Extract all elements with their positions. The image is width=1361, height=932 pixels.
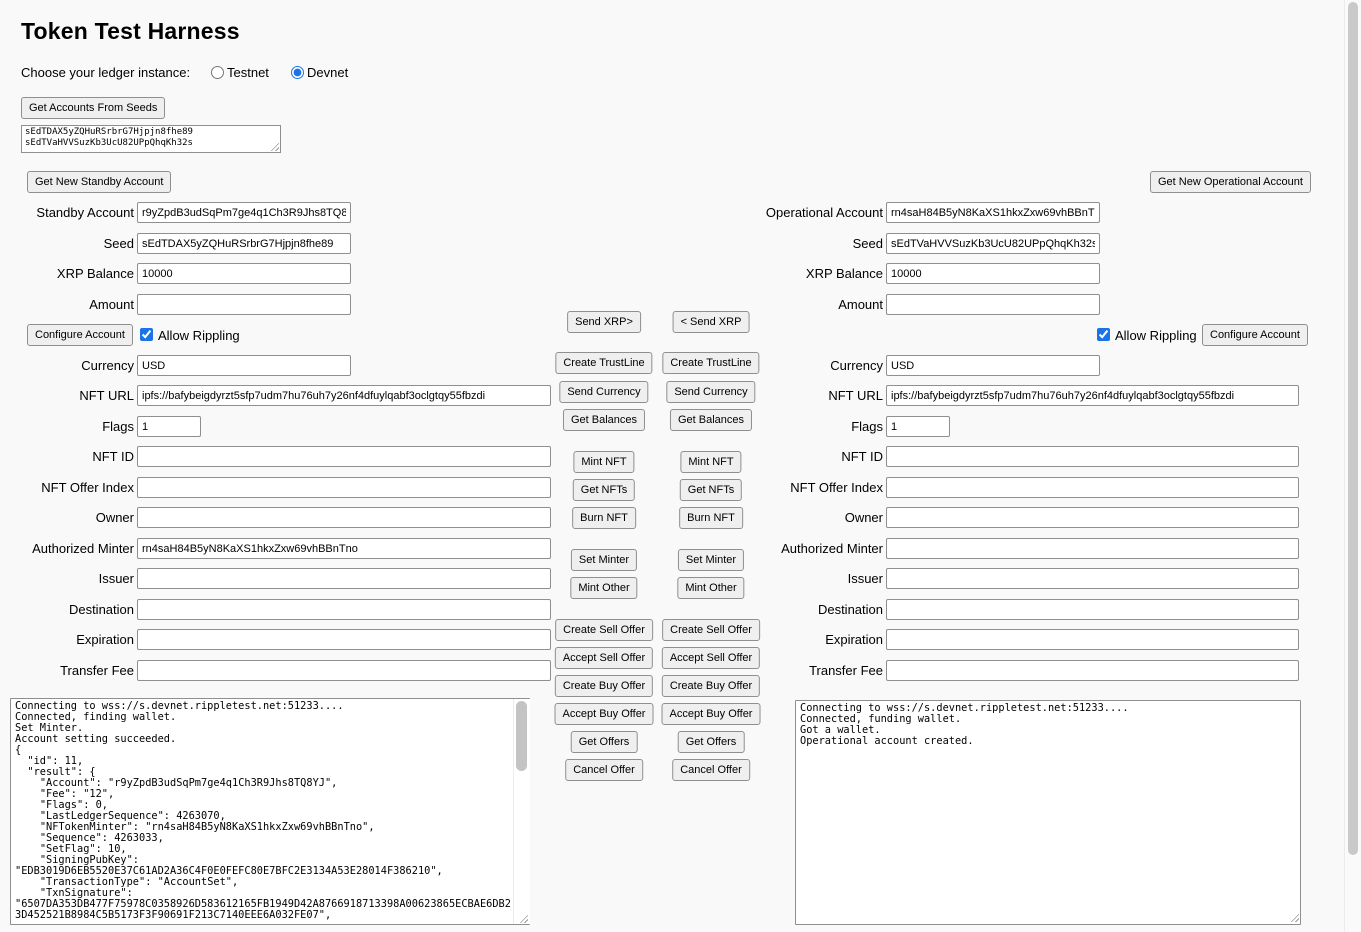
standby-currency-input[interactable] — [137, 355, 351, 376]
operational-allow-rippling-checkbox[interactable] — [1097, 328, 1110, 341]
standby-set-minter-button[interactable]: Set Minter — [571, 549, 637, 571]
standby-cancel-offer-button[interactable]: Cancel Offer — [565, 759, 643, 781]
operational-result-log[interactable] — [795, 700, 1301, 925]
operational-currency-row — [757, 355, 1100, 376]
operational-nft-url-row — [757, 385, 1299, 406]
operational-transfer-fee-input[interactable] — [886, 660, 1299, 681]
standby-currency-label: Currency — [81, 358, 134, 373]
operational-nft-offer-index-label: NFT Offer Index — [790, 480, 883, 495]
devnet-radio-label: Devnet — [307, 65, 349, 80]
operational-allow-rippling-label: Allow Rippling — [1115, 328, 1197, 343]
operational-seed-input[interactable] — [886, 233, 1100, 254]
standby-nft-offer-index-input[interactable] — [137, 477, 551, 498]
standby-nft-id-input[interactable] — [137, 446, 551, 467]
operational-expiration-input[interactable] — [886, 629, 1299, 650]
standby-mint-nft-button[interactable]: Mint NFT — [573, 451, 634, 473]
operational-seed-label: Seed — [852, 236, 883, 251]
get-new-operational-account-button[interactable]: Get New Operational Account — [1150, 171, 1311, 193]
standby-nft-url-input[interactable] — [137, 385, 551, 406]
standby-xrp-balance-row — [0, 263, 351, 284]
standby-nft-id-row — [0, 446, 551, 467]
standby-flags-label: Flags — [102, 419, 134, 434]
standby-standby-account-label: Standby Account — [36, 205, 134, 220]
standby-nft-offer-index-label: NFT Offer Index — [41, 480, 134, 495]
standby-create-trustline-button[interactable]: Create TrustLine — [555, 352, 652, 374]
get-new-standby-account-button[interactable]: Get New Standby Account — [27, 171, 171, 193]
operational-accept-buy-offer-button[interactable]: Accept Buy Offer — [662, 703, 761, 725]
operational-burn-nft-button[interactable]: Burn NFT — [679, 507, 743, 529]
operational-authorized-minter-input[interactable] — [886, 538, 1299, 559]
standby-nft-url-row — [0, 385, 551, 406]
operational-operational-account-label: Operational Account — [765, 205, 883, 220]
standby-expiration-label: Expiration — [76, 632, 134, 647]
ledger-instance-prompt: Choose your ledger instance: — [21, 65, 191, 80]
get-accounts-from-seeds-button[interactable]: Get Accounts From Seeds — [21, 97, 165, 119]
standby-currency-row — [0, 355, 351, 376]
seeds-textarea[interactable] — [21, 125, 281, 153]
standby-log-scrollbar-thumb[interactable] — [516, 701, 527, 771]
standby-nft-offer-index-row — [0, 477, 551, 498]
operational-authorized-minter-label: Authorized Minter — [781, 541, 883, 556]
standby-flags-input[interactable] — [137, 416, 201, 437]
operational-xrp-balance-label: XRP Balance — [805, 266, 883, 281]
standby-owner-row — [0, 507, 551, 528]
standby-standby-account-input[interactable] — [137, 202, 351, 223]
standby-flags-row — [0, 416, 201, 437]
standby-create-buy-offer-button[interactable]: Create Buy Offer — [555, 675, 653, 697]
standby-seed-input[interactable] — [137, 233, 351, 254]
operational-operational-account-input[interactable] — [886, 202, 1100, 223]
standby-allow-rippling-checkbox[interactable] — [140, 328, 153, 341]
standby-destination-row — [0, 599, 551, 620]
operational-mint-nft-button[interactable]: Mint NFT — [680, 451, 741, 473]
page-scrollbar-thumb[interactable] — [1348, 2, 1358, 855]
page-title: Token Test Harness — [21, 18, 240, 44]
operational-amount-input[interactable] — [886, 294, 1100, 315]
standby-xrp-balance-label: XRP Balance — [56, 266, 134, 281]
standby-authorized-minter-input[interactable] — [137, 538, 551, 559]
standby-owner-label: Owner — [95, 510, 134, 525]
standby-issuer-label: Issuer — [98, 571, 134, 586]
operational-operational-account-row — [757, 202, 1100, 223]
standby-mint-other-button[interactable]: Mint Other — [570, 577, 637, 599]
standby-seed-row — [0, 233, 351, 254]
operational-get-balances-button[interactable]: Get Balances — [670, 409, 752, 431]
operational-configure-account-button[interactable]: Configure Account — [1202, 324, 1308, 346]
standby-configure-account-button[interactable]: Configure Account — [27, 324, 133, 346]
operational-transfer-fee-row — [757, 660, 1299, 681]
standby-result-log[interactable] — [10, 698, 530, 925]
standby-transfer-fee-row — [0, 660, 551, 681]
operational-nft-url-label: NFT URL — [828, 388, 883, 403]
operational-currency-input[interactable] — [886, 355, 1100, 376]
standby-issuer-row — [0, 568, 551, 589]
operational-authorized-minter-row — [757, 538, 1299, 559]
standby-amount-label: Amount — [89, 297, 134, 312]
operational-xrp-balance-row — [757, 263, 1100, 284]
standby-issuer-input[interactable] — [137, 568, 551, 589]
testnet-radio[interactable] — [211, 66, 224, 79]
standby-xrp-balance-input[interactable] — [137, 263, 351, 284]
operational-accept-sell-offer-button[interactable]: Accept Sell Offer — [662, 647, 760, 669]
operational-destination-label: Destination — [817, 602, 883, 617]
standby-expiration-input[interactable] — [137, 629, 551, 650]
operational-nft-id-input[interactable] — [886, 446, 1299, 467]
operational-create-buy-offer-button[interactable]: Create Buy Offer — [662, 675, 760, 697]
standby-destination-input[interactable] — [137, 599, 551, 620]
standby-send-currency-button[interactable]: Send Currency — [559, 381, 648, 403]
operational-destination-row — [757, 599, 1299, 620]
operational-nft-id-row — [757, 446, 1299, 467]
standby-get-nfts-button[interactable]: Get NFTs — [573, 479, 635, 501]
standby-seed-label: Seed — [103, 236, 134, 251]
operational-get-offers-button[interactable]: Get Offers — [678, 731, 745, 753]
standby-burn-nft-button[interactable]: Burn NFT — [572, 507, 636, 529]
operational-send-xrp-button[interactable]: < Send XRP — [673, 311, 750, 333]
operational-nft-id-label: NFT ID — [841, 449, 883, 464]
operational-owner-row — [757, 507, 1299, 528]
operational-xrp-balance-input[interactable] — [886, 263, 1100, 284]
operational-nft-offer-index-input[interactable] — [886, 477, 1299, 498]
standby-send-xrp-button[interactable]: Send XRP> — [567, 311, 641, 333]
operational-create-sell-offer-button[interactable]: Create Sell Offer — [662, 619, 760, 641]
standby-standby-account-row — [0, 202, 351, 223]
standby-get-balances-button[interactable]: Get Balances — [563, 409, 645, 431]
operational-flags-input[interactable] — [886, 416, 950, 437]
operational-transfer-fee-label: Transfer Fee — [809, 663, 883, 678]
operational-get-nfts-button[interactable]: Get NFTs — [680, 479, 742, 501]
standby-authorized-minter-row — [0, 538, 551, 559]
testnet-radio-label: Testnet — [227, 65, 269, 80]
operational-owner-label: Owner — [844, 510, 883, 525]
operational-issuer-row — [757, 568, 1299, 589]
operational-currency-label: Currency — [830, 358, 883, 373]
operational-nft-url-input[interactable] — [886, 385, 1299, 406]
operational-send-currency-button[interactable]: Send Currency — [666, 381, 755, 403]
operational-nft-offer-index-row — [757, 477, 1299, 498]
standby-destination-label: Destination — [68, 602, 134, 617]
operational-issuer-label: Issuer — [847, 571, 883, 586]
operational-amount-row — [757, 294, 1100, 315]
standby-expiration-row — [0, 629, 551, 650]
operational-amount-label: Amount — [838, 297, 883, 312]
operational-create-trustline-button[interactable]: Create TrustLine — [662, 352, 759, 374]
operational-seed-row — [757, 233, 1100, 254]
standby-nft-id-label: NFT ID — [92, 449, 134, 464]
standby-amount-input[interactable] — [137, 294, 351, 315]
standby-create-sell-offer-button[interactable]: Create Sell Offer — [555, 619, 653, 641]
operational-flags-label: Flags — [851, 419, 883, 434]
standby-amount-row — [0, 294, 351, 315]
standby-authorized-minter-label: Authorized Minter — [32, 541, 134, 556]
operational-set-minter-button[interactable]: Set Minter — [678, 549, 744, 571]
operational-destination-input[interactable] — [886, 599, 1299, 620]
operational-cancel-offer-button[interactable]: Cancel Offer — [672, 759, 750, 781]
devnet-radio[interactable] — [291, 66, 304, 79]
operational-expiration-row — [757, 629, 1299, 650]
operational-mint-other-button[interactable]: Mint Other — [677, 577, 744, 599]
operational-issuer-input[interactable] — [886, 568, 1299, 589]
standby-get-offers-button[interactable]: Get Offers — [571, 731, 638, 753]
operational-flags-row — [757, 416, 950, 437]
standby-transfer-fee-label: Transfer Fee — [60, 663, 134, 678]
standby-transfer-fee-input[interactable] — [137, 660, 551, 681]
standby-allow-rippling-label: Allow Rippling — [158, 328, 240, 343]
standby-nft-url-label: NFT URL — [79, 388, 134, 403]
operational-owner-input[interactable] — [886, 507, 1299, 528]
standby-accept-sell-offer-button[interactable]: Accept Sell Offer — [555, 647, 653, 669]
standby-owner-input[interactable] — [137, 507, 551, 528]
standby-accept-buy-offer-button[interactable]: Accept Buy Offer — [555, 703, 654, 725]
operational-expiration-label: Expiration — [825, 632, 883, 647]
